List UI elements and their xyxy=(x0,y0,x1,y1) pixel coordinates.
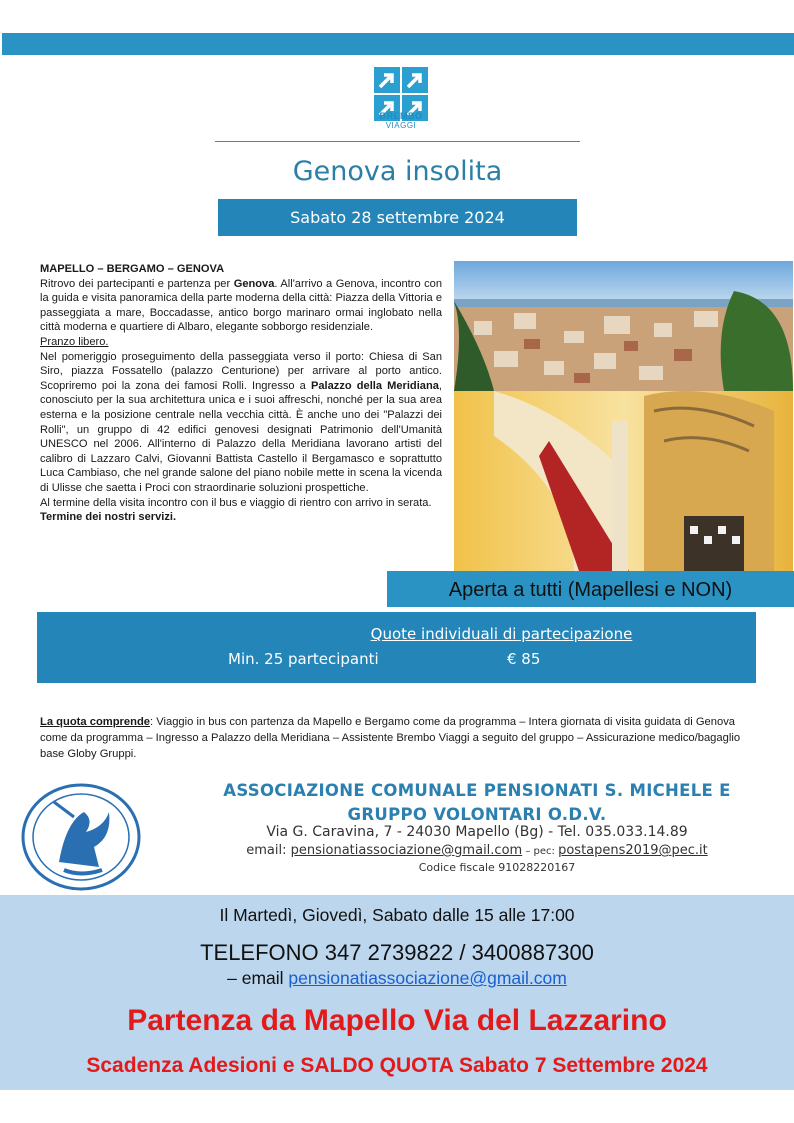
lunch-note: Pranzo libero. xyxy=(40,335,109,348)
genova-photo xyxy=(454,261,793,571)
itinerary-afternoon: Nel pomeriggio proseguimento della passeggiata verso il porto: Chiesa di San Siro, piazza Fossatello (palazzo Centurione) per arrivare al porto antico. Scopriremo poi la zona dei famosi Rolli. Ingresso a Palazzo della Meridiana, conosciuto per la sua architettura unica e i suoi affreschi, nonché per la sua area esterna e la posizione centrale nella vecchia città. È anche uno dei "Palazzi dei Rolli", un gruppo di 42 edifici genovesi designati Patrimonio dell'Umanità UNESCO nel 2006. All'interno di Palazzo della Meridiana lavorano artisti del calibro di Lazzaro Calvi, Giovanni Battista Castello il Bergamasco e soprattutto Luca Cambiaso, che nel grande salone del piano nobile mette in scena la vicenda di Ulisse che saetta i Proci con straordinarie soluzioni prospettiche. xyxy=(40,350,442,494)
itinerary-morning: Ritrovo dei partecipanti e partenza per Genova. All'arrivo a Genova, incontro con la guida e visita panoramica della parte moderna della città: Piazza della Vittoria e passeggiata a mare, Boccadasse, antico borgo marinaro ormai inglobato nella città moderna e quartiere di Albaro, elegante sobborgo residenziale. xyxy=(40,277,443,334)
event-date: Sabato 28 settembre 2024 xyxy=(218,199,577,236)
price-box xyxy=(37,612,756,683)
header-divider xyxy=(215,141,580,142)
open-to-all-banner: Aperta a tutti (Mapellesi e NON) xyxy=(387,571,794,607)
min-participants: Min. 25 partecipanti xyxy=(228,650,379,668)
itinerary-text xyxy=(40,262,442,525)
brand-name xyxy=(366,112,436,130)
office-hours: Il Martedì, Giovedì, Sabato dalle 15 alle 17:00 xyxy=(219,905,575,925)
includes-label: La quota comprende xyxy=(40,716,151,728)
page-title: Genova insolita xyxy=(292,156,503,187)
association-address: Via G. Caravina, 7 - 24030 Mapello (Bg) - Tel. 035.033.14.89 xyxy=(266,824,688,840)
itinerary-end: Termine dei nostri servizi. xyxy=(40,511,177,524)
association-email-link[interactable]: pensionatiassociazione@gmail.com xyxy=(290,843,523,858)
tax-code: Codice fiscale 91028220167 xyxy=(418,861,576,874)
association-name-line1: ASSOCIAZIONE COMUNALE PENSIONATI S. MICHELE E xyxy=(223,781,731,800)
price-value: € 85 xyxy=(507,650,541,668)
info-email: – email pensionatiassociazione@gmail.com xyxy=(227,968,567,988)
association-seal-icon xyxy=(14,782,152,892)
association-pec-link[interactable]: postapens2019@pec.it xyxy=(558,843,708,858)
registration-deadline: Scadenza Adesioni e SALDO QUOTA Sabato 7 Settembre 2024 xyxy=(86,1054,708,1077)
association-name-line2: GRUPPO VOLONTARI O.D.V. xyxy=(347,805,607,824)
brand-subtitle: VIAGGI xyxy=(385,121,417,130)
top-banner xyxy=(2,33,794,55)
association-contacts: email: pensionatiassociazione@gmail.com – pec: postapens2019@pec.it xyxy=(246,843,708,858)
price-heading: Quote individuali di partecipazione xyxy=(370,625,633,643)
departure-location: Partenza da Mapello Via del Lazzarino xyxy=(127,1004,667,1037)
price-includes xyxy=(40,714,758,762)
brand-title: BREMBO xyxy=(379,111,423,121)
includes-text: : Viaggio in bus con partenza da Mapello e Bergamo come da programma – Intera giornata di visita guidata di Genova come da programma – Ingresso a Palazzo della Meridiana – Assistente Brembo Viaggi a seguito del gruppo – Assicurazione medico/bagaglio base Globy Gruppi. xyxy=(40,716,741,760)
itinerary-return: Al termine della visita incontro con il bus e viaggio di rientro con arrivo in serata. xyxy=(40,496,432,509)
info-email-link[interactable]: pensionatiassociazione@gmail.com xyxy=(288,968,567,988)
itinerary-heading: MAPELLO – BERGAMO – GENOVA xyxy=(40,263,225,275)
phone-numbers: TELEFONO 347 2739822 / 3400887300 xyxy=(200,940,594,965)
